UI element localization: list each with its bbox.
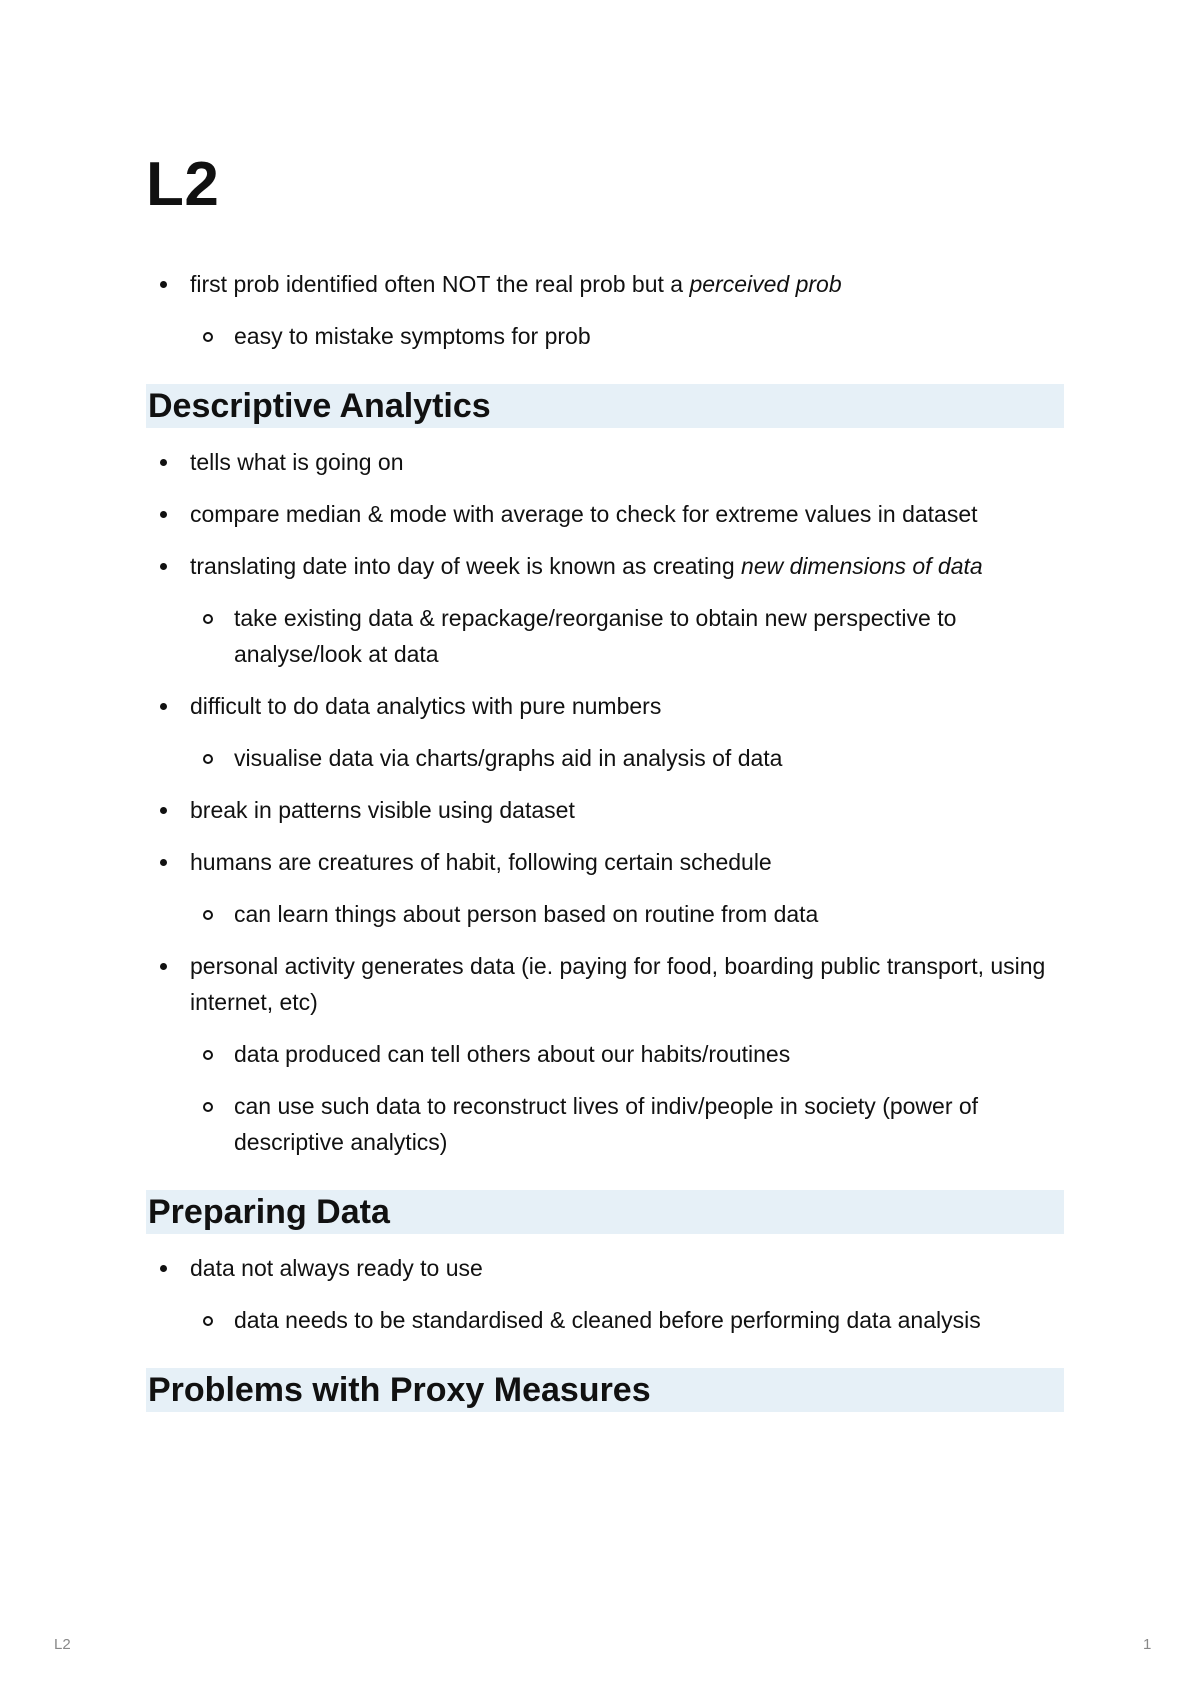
list-item xyxy=(146,844,1064,932)
document-content xyxy=(146,266,1064,1428)
document-title: L2 xyxy=(146,150,220,219)
list-item-text: first prob identified often NOT the real prob but a xyxy=(190,271,690,297)
list-item xyxy=(146,1250,1064,1338)
sub-list xyxy=(190,1302,1064,1338)
section-heading-preparing-data: Preparing Data xyxy=(146,1190,1064,1234)
list-item xyxy=(146,948,1064,1160)
list-item-text: difficult to do data analytics with pure numbers xyxy=(190,693,662,719)
list-item xyxy=(146,548,1064,672)
list-item-emphasis: perceived prob xyxy=(689,271,842,297)
sub-list-item: can use such data to reconstruct lives of indiv/people in society (power of descriptive analytics) xyxy=(190,1088,1064,1160)
sub-list xyxy=(190,318,1064,354)
list-item-text: data not always ready to use xyxy=(190,1255,483,1281)
footer-page-number: 1 xyxy=(1143,1636,1152,1653)
sub-list-item: data needs to be standardised & cleaned before performing data analysis xyxy=(190,1302,1064,1338)
sub-list xyxy=(190,600,1064,672)
sub-list-item: visualise data via charts/graphs aid in analysis of data xyxy=(190,740,1064,776)
list-item: tells what is going on xyxy=(146,444,1064,480)
section-heading-descriptive-analytics: Descriptive Analytics xyxy=(146,384,1064,428)
sub-list xyxy=(190,740,1064,776)
sub-list-item: can learn things about person based on routine from data xyxy=(190,896,1064,932)
sub-list-item: data produced can tell others about our habits/routines xyxy=(190,1036,1064,1072)
sub-list xyxy=(190,1036,1064,1160)
list-item-text: personal activity generates data (ie. paying for food, boarding public transport, using internet, etc) xyxy=(190,953,1046,1015)
list-item: break in patterns visible using dataset xyxy=(146,792,1064,828)
descriptive-analytics-list xyxy=(146,444,1064,1160)
list-item xyxy=(146,688,1064,776)
list-item xyxy=(146,266,1064,354)
sub-list xyxy=(190,896,1064,932)
intro-list xyxy=(146,266,1064,354)
sub-list-item: easy to mistake symptoms for prob xyxy=(190,318,1064,354)
list-item-emphasis: new dimensions of data xyxy=(741,553,983,579)
footer-document-name: L2 xyxy=(54,1636,71,1653)
list-item-text: translating date into day of week is known as creating xyxy=(190,553,742,579)
preparing-data-list xyxy=(146,1250,1064,1338)
section-heading-problems-with-proxy-measures: Problems with Proxy Measures xyxy=(146,1368,1064,1412)
sub-list-item: take existing data & repackage/reorganise to obtain new perspective to analyse/look at data xyxy=(190,600,1064,672)
list-item: compare median & mode with average to check for extreme values in dataset xyxy=(146,496,1064,532)
list-item-text: humans are creatures of habit, following certain schedule xyxy=(190,849,772,875)
